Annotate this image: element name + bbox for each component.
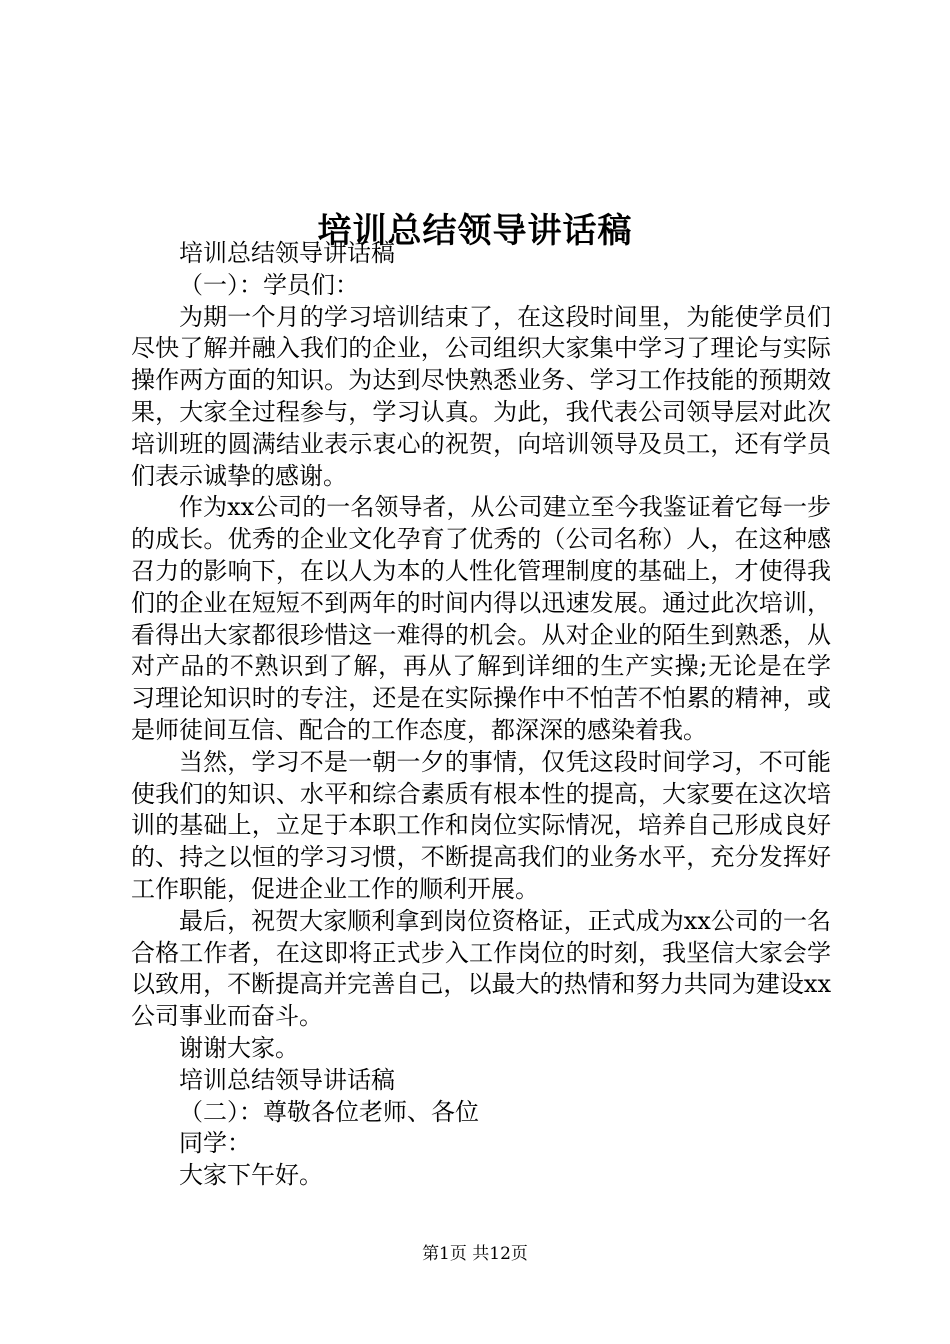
document-title: 培训总结领导讲话稿 <box>317 210 633 251</box>
paragraph-closing: 谢谢大家。 <box>179 1033 299 1062</box>
paragraph-subtitle-1: 培训总结领导讲话稿 <box>179 239 395 267</box>
paragraph-body: 最后，祝贺大家顺利拿到岗位资格证，正式成为xx公司的一名合格工作者，在这即将正式步入工作岗位的时刻，我坚信大家会学以致用，不断提高并完善自己，以最大的热情和努力共同为建设xx公司事业而奋斗。 <box>131 906 831 1031</box>
document-body <box>131 238 831 1192</box>
paragraph-salutation-2: （二）：尊敬各位老师、各位 <box>179 1097 479 1126</box>
paragraph-body: 作为xx公司的一名领导者，从公司建立至今我鉴证着它每一步的成长。优秀的企业文化孕育了优秀的（公司名称）人，在这种感召力的影响下，在以人为本的人性化管理制度的基础上，才使得我们的企业在短短不到两年的时间内得以迅速发展。通过此次培训，看得出大家都很珍惜这一难得的机会。从对企业的陌生到熟悉，从对产品的不熟识到了解，再从了解到详细的生产实操;无论是在学习理论知识时的专注，还是在实际操作中不怕苦不怕累的精神，或是师徒间互信、配合的工作态度，都深深的感染着我。 <box>131 493 831 744</box>
page-number: 第1页 共12页 <box>422 1244 528 1264</box>
paragraph-subtitle-2: 培训总结领导讲话稿 <box>179 1065 395 1094</box>
paragraph-body: 为期一个月的学习培训结束了，在这段时间里，为能使学员们尽快了解并融入我们的企业，公司组织大家集中学习了理论与实际操作两方面的知识。为达到尽快熟悉业务、学习工作技能的预期效果，大家全过程参与，学习认真。为此，我代表公司领导层对此次培训班的圆满结业表示衷心的祝贺，向培训领导及员工，还有学员们表示诚挚的感谢。 <box>131 302 831 490</box>
paragraph-salutation-1: （一）：学员们： <box>179 270 359 299</box>
paragraph-body: 当然，学习不是一朝一夕的事情，仅凭这段时间学习，不可能使我们的知识、水平和综合素质有根本性的提高，大家要在这次培训的基础上，立足于本职工作和岗位实际情况，培养自己形成良好的、持之以恒的学习习惯，不断提高我们的业务水平，充分发挥好工作职能，促进企业工作的顺利开展。 <box>131 747 831 903</box>
paragraph-salutation-2-cont: 同学： <box>179 1129 251 1158</box>
paragraph-greeting: 大家下午好。 <box>179 1161 323 1190</box>
